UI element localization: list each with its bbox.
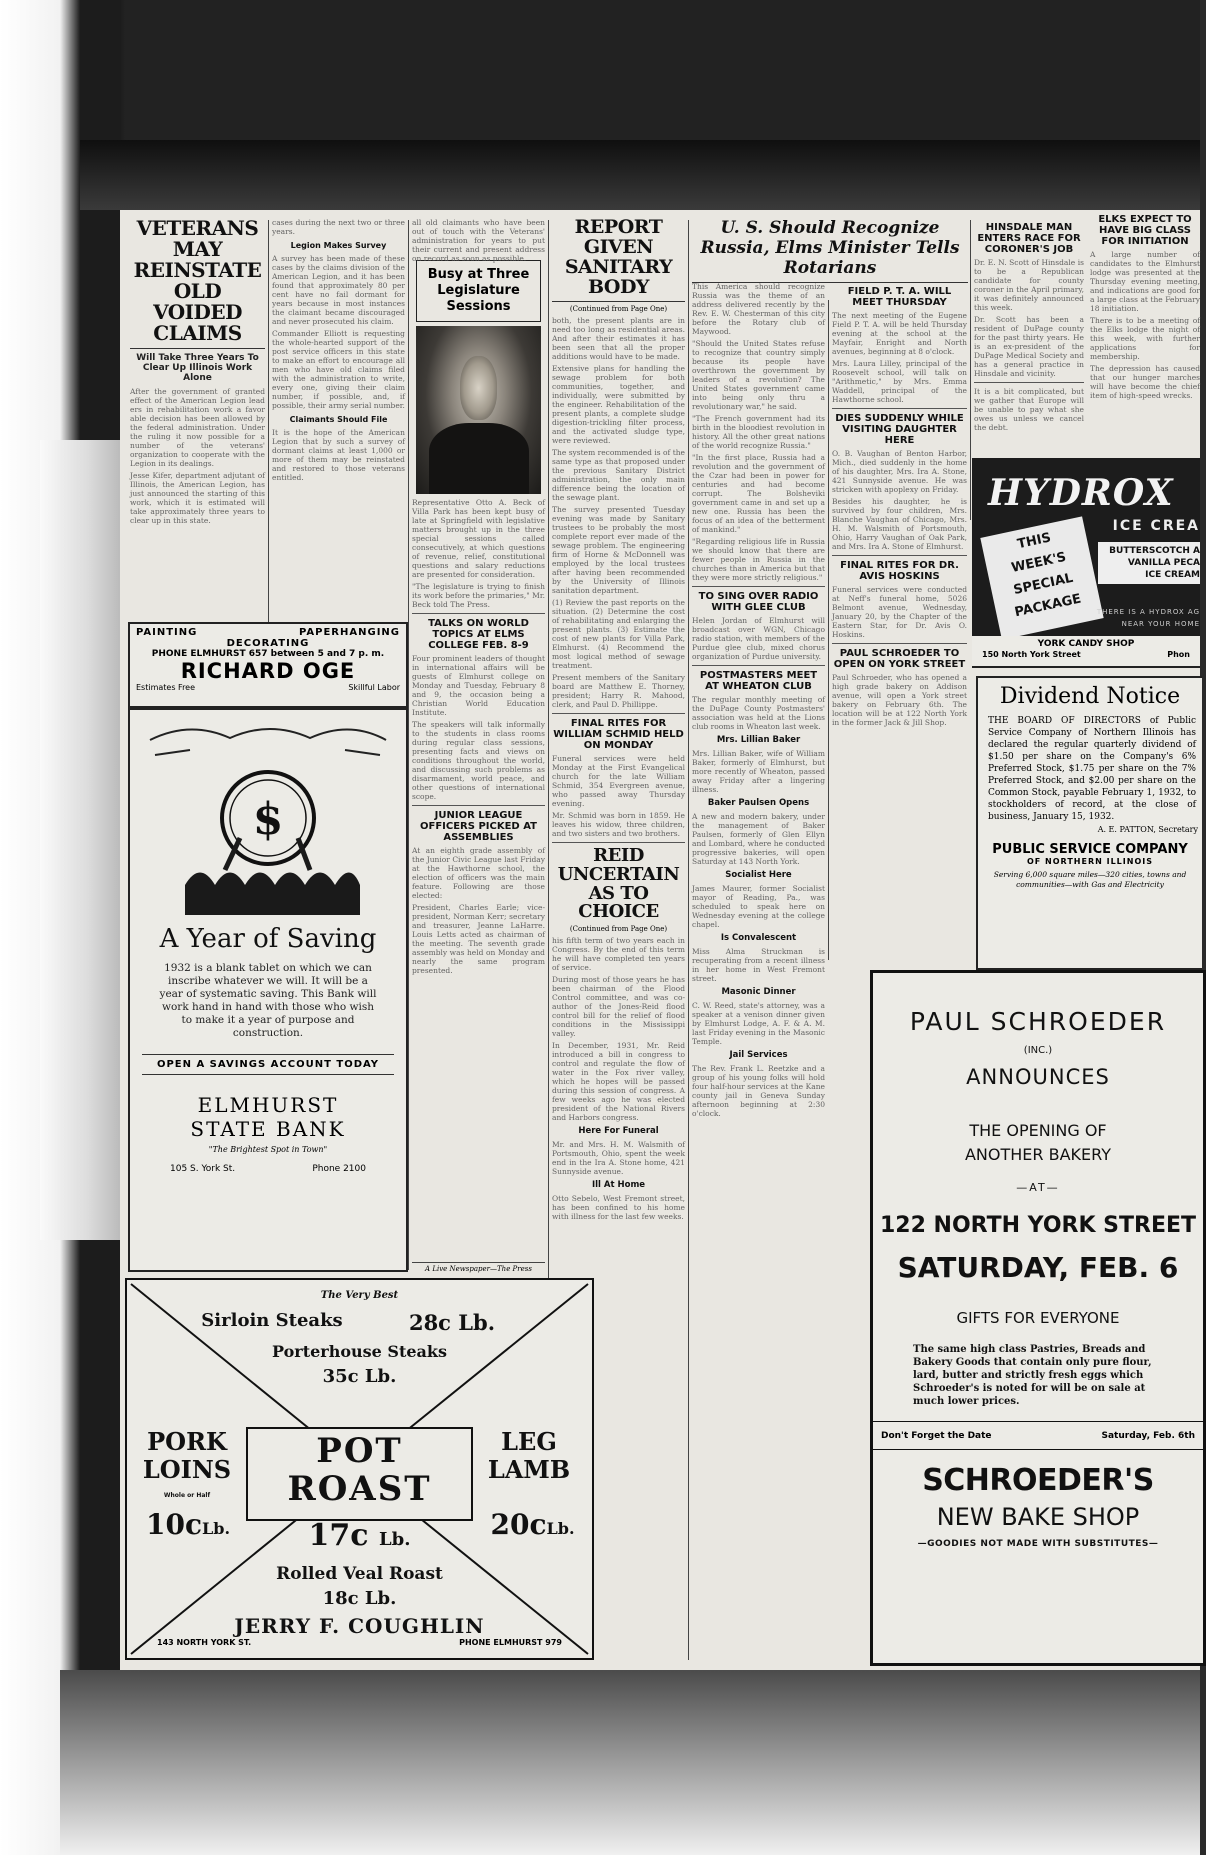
ad-service: PAPERHANGING (299, 627, 400, 638)
company-name: PUBLIC SERVICE COMPANY (992, 842, 1188, 857)
article-body: "The legislature is trying to finish its work before the primaries," Mr. Beck told The Press. (412, 582, 545, 609)
article-body: The depression has caused that our hunger marches will have become the chief item of high-speed wrecks. (1090, 364, 1200, 400)
continued-note: (Continued from Page One) (569, 304, 668, 313)
company-tagline: Serving 6,000 square miles—320 cities, towns and communities—with Gas and Electricity (993, 870, 1187, 889)
bakery-address: 122 NORTH YORK STREET (879, 1213, 1197, 1238)
portrait-photo (416, 326, 541, 494)
baker-inc: (INC.) (1023, 1045, 1053, 1056)
article-body: A large number of candidates to the Elmhurst lodge was presented at the Thursday evening meeting, and indications are good for a large class at the February 18 initiation. (1090, 250, 1200, 313)
adjacent-page-edge (40, 440, 120, 1240)
column-six (832, 282, 967, 962)
subhead: Here For Funeral (578, 1126, 659, 1137)
meat-item: Rolled Veal Roast (276, 1564, 443, 1584)
meat-item: PORK LOINS (142, 1427, 232, 1484)
subhead: Baker Paulsen Opens (707, 798, 810, 808)
article-body: Otto Sebelo, West Fremont street, has been confined to his home with illness for the last few weeks. (552, 1194, 685, 1222)
headline: TALKS ON WORLD TOPICS AT ELMS COLLEGE FEB. 8-9 (428, 618, 529, 651)
subhead: Will Take Three Years To Clear Up Illinois Work Alone (136, 353, 259, 383)
butcher-address: 143 NORTH YORK ST. (157, 1638, 252, 1647)
ad-schroeder-bakery (870, 970, 1206, 1666)
article-body: Jesse Kifer, department adjutant of Illinois, the American Legion, has just announced the starting of this work, which it is estimated will take approximately three years to clear up in this state. (130, 471, 265, 525)
article-body: After the government of granted effect of the American Legion lead ers in rehabilitation work a favor able decision has been allowed by the federal administration. Under the ruling it now possible for a number of the veterans' organization to cooperate with the Legion in its dealings. (130, 387, 265, 468)
opening-date: SATURDAY, FEB. 6 (897, 1251, 1179, 1284)
article-body: cases during the next two or three years. (272, 218, 405, 236)
headline: FINAL RITES FOR DR. AVIS HOSKINS (840, 560, 959, 582)
shop-name: SCHROEDER'S (922, 1463, 1154, 1498)
meat-item: Sirloin Steaks (201, 1310, 343, 1331)
russia-headline-block (692, 218, 968, 278)
article-body: The next meeting of the Eugene Field P. T. A. will be held Thursday evening at the school at the Mayfair, Enright and North avenues, beginning at 8 o'clock. (832, 311, 967, 356)
article-body: "Should the United States refuse to recognize that country simply because its people have overthrown the government by leaders of a revolution? The United States government came into being only thru a revolutionary war," he said. (692, 339, 825, 411)
butcher-name: JERRY F. COUGHLIN (234, 1614, 485, 1638)
ad-elmhurst-state-bank (128, 708, 408, 1272)
column-rule (828, 300, 829, 960)
article-body: Funeral services were conducted at Neff's funeral home, 5026 Belmont avenue, Wednesday, January 20, by the Chapter of the Eastern Star, for Dr. Avis O. Hoskins. (832, 585, 967, 639)
headline: REID UNCERTAIN AS TO CHOICE (557, 844, 680, 923)
article-body: Besides his daughter, he is survived by four children, Mrs. Blanche Vaughan of Chicago, Mrs. H. M. Walsmith of Portsmouth, Ohio, Harry Vaughan of Oak Park, and Mrs. Ira A. Stone of Elmhurst. (832, 497, 967, 551)
subhead: Socialist Here (725, 870, 792, 880)
article-body: his fifth term of two years each in Congress. By the end of this term he will have completed ten years of service. (552, 936, 685, 973)
subhead: Mrs. Lillian Baker (716, 735, 801, 745)
ad-note: Skillful Labor (348, 683, 400, 692)
ad-note: Estimates Free (136, 683, 196, 692)
subhead: Jail Services (729, 1050, 788, 1060)
article-body: This America should recognize Russia was the theme of an address delivered recently by the Rev. E. W. Chesterman of this city before the Rotary club of Maywood. (692, 282, 825, 336)
shop-name: NEW BAKE SHOP (936, 1503, 1140, 1531)
bank-headline: A Year of Saving (159, 924, 377, 954)
headline: U. S. Should Recognize Russia, Elms Minister Tells Rotarians (692, 218, 968, 283)
article-body: all old claimants who have been out of touch with the Veterans' administration for years to put their current and present address on record as soon as possible. (412, 218, 545, 263)
article-body: Dr. E. N. Scott of Hinsdale is to be a Republican candidate for county coroner in the April primary, it was definitely announced this week. (974, 258, 1084, 312)
ad-service: PAINTING (136, 627, 198, 638)
dividend-signer: A. E. PATTON, Secretary (1097, 825, 1198, 834)
ad-dividend-notice (976, 676, 1202, 970)
meat-item: LEG LAMB (487, 1427, 571, 1484)
article-body: "The French government had its birth in the bloodiest revolution in history. All the other great nations of the world recognize Russia." (692, 414, 825, 450)
meat-price: 10cLb. (145, 1508, 231, 1541)
column-rule (408, 220, 409, 1270)
hydrox-flavor: ICE CREAM (1145, 570, 1200, 580)
ad-phone: PHONE ELMHURST 657 between 5 and 7 p. m. (151, 649, 385, 659)
bank-name: STATE BANK (190, 1117, 346, 1141)
article-body: Paul Schroeder, who has opened a high grade bakery on Addison avenue, will open a York street bakery on February 6th. The location will be at 122 North York in the former Jack & Jill Shop. (832, 673, 967, 727)
photo-box-headline: Busy at Three Legislature Sessions (416, 260, 541, 322)
scan-bottom-shadow (60, 1670, 1200, 1855)
article-body: The regular monthly meeting of the DuPage County Postmasters' association was held at the Lions club rooms in Wheaton last week. (692, 695, 825, 731)
meat-price: 28c Lb. (408, 1310, 496, 1335)
headline: FINAL RITES FOR WILLIAM SCHMID HELD ON MONDAY (553, 717, 684, 751)
hydrox-flavor: BUTTERSCOTCH A (1109, 546, 1200, 556)
article-body: Commander Elliott is requesting the whole-hearted support of the post service officers in this state to make an effort to encourage all men who have old claims filed with the administration to write, every one, giving their claim number, if possible, and, if possible, their army serial number. (272, 329, 405, 410)
ad-name: RICHARD OGE (180, 659, 356, 683)
article-body: "Regarding religious life in Russia we should know that there are fewer people in Russia in the churches than in America but that they were more strictly religious." (692, 537, 825, 582)
hydrox-flavor: VANILLA PECA (1127, 558, 1200, 568)
article-body: O. B. Vaughan of Benton Harbor, Mich., died suddenly in the home of his daughter, Mrs. Ira A. Stone, 421 Sunnyside avenue. He was stricken with apoplexy on Friday. (832, 449, 967, 494)
headline: HINSDALE MAN ENTERS RACE FOR CORONER'S JOB (977, 222, 1081, 255)
subhead: Ill At Home (591, 1180, 646, 1191)
ad-jerry-coughlin-meats (125, 1278, 594, 1660)
baker-name: PAUL SCHROEDER (909, 1007, 1167, 1036)
article-veterans-claims (130, 218, 265, 618)
ad-hydrox (972, 458, 1200, 666)
shop-slogan: —GOODIES NOT MADE WITH SUBSTITUTES— (917, 1539, 1159, 1549)
announce-line: THE OPENING OF (969, 1121, 1107, 1140)
shop-address: 150 North York Street (982, 650, 1081, 659)
column-five (692, 282, 825, 1662)
butcher-phone: PHONE ELMHURST 979 (459, 1638, 562, 1647)
article-body: Mr. Schmid was born in 1859. He leaves his widow, three children, and two sisters and two brothers. (552, 810, 685, 838)
meat-feature: POT ROAST (287, 1431, 432, 1509)
meat-note: Whole or Half (163, 1492, 211, 1499)
column-rule (688, 220, 689, 1660)
meat-price: 35c Lb. (322, 1366, 397, 1387)
article-body: It is a bit complicated, but we gather that Europe will be unable to pay what she owes us unless we cancel the debt. (974, 387, 1084, 432)
subhead: Is Convalescent (720, 933, 797, 943)
badge-text: PACKAGE (1013, 591, 1083, 621)
hydrox-strip: NEAR YOUR HOME (1121, 620, 1200, 628)
bank-address: 105 S. York St. (170, 1164, 236, 1174)
subhead: Legion Makes Survey (290, 241, 387, 250)
svg-text:$: $ (252, 794, 284, 845)
article-body: The speakers will talk informally to the students in class rooms during regular class sessions, presenting facts and views on conditions throughout the world, and discussing such problems as disarmament, world peace, and other questions of international scope. (412, 720, 545, 801)
meat-tag: The Very Best (320, 1290, 399, 1301)
hydrox-strip: THERE IS A HYDROX AG (1096, 608, 1200, 616)
article-body: In December, 1931, Mr. Reid introduced a bill in congress to control and regulate the flow of water in the Fox river valley, which he hopes will be passed during this session of congress. A few weeks ago he was elected president of the National Rivers and Harbors congress. (552, 1041, 685, 1123)
paper-slogan: A Live Newspaper—The Press (412, 1262, 545, 1273)
meat-price: 17c Lb. (308, 1518, 411, 1553)
article-body: The system recommended is of the same type as that proposed under the previous Sanitary District administration, the only main difference being the location of the sewage plant. (552, 447, 685, 502)
dividend-body: THE BOARD OF DIRECTORS of Public Service Company of Northern Illinois has declared the regular quarterly dividend of $1.50 per share on the Company's 6% Preferred Stock, $1.75 per share on the 7% Preferred Stock, and $2.00 per share on the Common Stock, payable February 1, 1932, to stockholders of record, at the close of business, January 15, 1932. (988, 716, 1196, 822)
photo-caption: Representative Otto A. Beck of Villa Park has been kept busy of late at Springfield with legislative matters brought up in the three special sessions called consecutively, at which questions of revenue, relief, constitutional questions and salary reductions are presented for consideration. (412, 498, 545, 579)
article-body: Mrs. Lillian Baker, wife of William Baker, formerly of Elmhurst, but more recently of Wheaton, passed away Friday after a lingering illness. (692, 749, 825, 794)
article-body: The Rev. Frank L. Reetzke and a group of his young folks will hold four half-hour services at the Kane county jail in Geneva Sunday afternoon beginning at 2:30 o'clock. (692, 1064, 825, 1118)
headline: POSTMASTERS MEET AT WHEATON CLUB (699, 670, 818, 692)
company-region: OF NORTHERN ILLINOIS (1027, 857, 1153, 866)
bank-name: ELMHURST (197, 1093, 339, 1117)
meat-price: 18c Lb. (322, 1588, 397, 1609)
article-body: Mr. and Mrs. H. M. Walsmith of Portsmouth, Ohio, spent the week end in the Ira A. Stone home, 421 Sunnyside avenue. (552, 1140, 685, 1177)
badge-text: WEEK'S (1010, 549, 1068, 576)
reminder: Don't Forget the Date (881, 1431, 992, 1441)
article-body: The survey presented Tuesday evening was made by Sanitary trustees to be probably the most complete report ever made of the sewage problem. The engineering firm of Horne & McDonnell was employed by the local trustees after having been recommended by the University of Illinois sanitation department. (552, 504, 685, 595)
headline: JUNIOR LEAGUE OFFICERS PICKED AT ASSEMBLIES (420, 810, 537, 843)
badge-text: THIS (1016, 530, 1053, 553)
article-body: President, Charles Earle; vice-president, Norman Kerr; secretary and treasurer, Jeanne LaHarre. Louis Letts acted as chairman of the meeting. The seventh grade assembly was held on Monday and nearly the same program presented. (412, 903, 545, 975)
shop-name: YORK CANDY SHOP (1037, 639, 1135, 649)
article-body: Helen Jordan of Elmhurst will broadcast over WGN, Chicago radio station, with members of the Purdue glee club, mixed chorus organization of Purdue university. (692, 616, 825, 661)
article-body: Four prominent leaders of thought in international affairs will be guests of Elmhurst college on Monday and Tuesday, February 8 and 9, the occasion being a Christian World Education Institute. (412, 654, 545, 717)
announces: ANNOUNCES (966, 1065, 1110, 1089)
headline: PAUL SCHROEDER TO OPEN ON YORK STREET (833, 648, 966, 670)
bank-emblem-illustration (130, 710, 406, 930)
bank-body: 1932 is a blank tablet on which we can inscribe whatever we will. It will be a year of systematic saving. This Bank will work hand in hand with those who wish to make it a year of purpose and construction. (159, 962, 377, 1039)
column-three (412, 218, 545, 1273)
headline: FIELD P. T. A. WILL MEET THURSDAY (847, 286, 952, 308)
meat-price: 20cLb. (490, 1508, 575, 1541)
gifts-line: GIFTS FOR EVERYONE (956, 1309, 1120, 1327)
subhead: Claimants Should File (289, 415, 388, 424)
headline: DIES SUDDENLY WHILE VISITING DAUGHTER HERE (835, 413, 964, 446)
article-body: A new and modern bakery, under the management of Baker Paulsen, formerly of Glen Ellyn and Lombard, where he conducted progressive bakeries, will open Saturday at 143 North York. (692, 812, 825, 866)
badge-text: SPECIAL (1012, 570, 1075, 598)
article-body: "In the first place, Russia had a revolution and the government of the Czar had been in power for centuries and had become corrupt. The Bolsheviki government came in and set up a new one. Russia has been the focus of an idea of the betterment of mankind." (692, 453, 825, 534)
headline: REPORT GIVEN SANITARY BODY (552, 218, 685, 302)
shop-phone: Phon (1167, 650, 1190, 659)
hydrox-product: ICE CREA (1112, 518, 1200, 534)
meat-item: Porterhouse Steaks (272, 1342, 447, 1361)
headline: VETERANS MAY REINSTATE OLD VOIDED CLAIMS (130, 218, 265, 349)
article-body: (1) Review the past reports on the situation. (2) Determine the cost of rehabilitating and enlarging the present plants. (3) Estimate the cost of new plants for Villa Park, Elmhurst. (4) Recommend the most logical method of sewage treatment. (552, 597, 685, 670)
bank-phone: Phone 2100 (312, 1164, 366, 1174)
hydrox-brand: HYDROX (988, 472, 1174, 514)
dividend-title: Dividend Notice (999, 684, 1181, 709)
article-body: Present members of the Sanitary board are Matthew E. Thorney, president; Harry R. Mahood, clerk, and Paul D. Phillippe. (552, 672, 685, 709)
at-separator: —AT— (1016, 1181, 1060, 1194)
column-rule (970, 220, 971, 520)
bank-tagline: "The Brightest Spot in Town" (208, 1145, 328, 1154)
article-body: C. W. Reed, state's attorney, was a speaker at a venison dinner given by Elmhurst Lodge, A. F. & A. M. last Friday evening in the Masonic Temple. (692, 1001, 825, 1046)
article-body: Funeral services were held Monday at the First Evangelical church for the late William Schmid, 354 Evergreen avenue, who passed away Thursday evening. (552, 753, 685, 808)
article-body: During most of those years he has been chairman of the Flood Control committee, and was co-author of the Jones-Reid flood control bill for the relief of flood conditions in the Mississippi valley. (552, 975, 685, 1039)
article-body: Mrs. Laura Lilley, principal of the Roosevelt school, will talk on "Arithmetic," by Mrs. Emma Waddell, principal of the Hawthorne school. (832, 359, 967, 404)
article-body: At an eighth grade assembly of the Junior Civic League last Friday at the Hawthorne school, the election of officers was the main feature. Following are those elected: (412, 846, 545, 900)
ad-service: DECORATING (226, 638, 310, 649)
headline: ELKS EXPECT TO HAVE BIG CLASS FOR INITIATION (1098, 214, 1192, 247)
article-body: James Maurer, former Socialist mayor of Reading, Pa., was scheduled to speak here on Wednesday evening at the college chapel. (692, 884, 825, 929)
bakery-body: The same high class Pastries, Breads and Bakery Goods that contain only pure flour, lard, butter and strictly fresh eggs which Schroeder's is noted for will be on sale at much lower prices. (913, 1344, 1152, 1407)
announce-line: ANOTHER BAKERY (964, 1145, 1111, 1164)
headline: TO SING OVER RADIO WITH GLEE CLUB (698, 591, 819, 613)
article-body: There is to be a meeting of the Elks lodge the night of this week, with further applications for membership. (1090, 316, 1200, 361)
article-body: Miss Alma Struckman is recuperating from a recent illness in her home in West Fremont street. (692, 947, 825, 983)
continued-note: (Continued from Page One) (569, 925, 668, 934)
article-body: both, the present plants are in need too long as residential areas. And after their estimates it has been seen that all the proper additions would have to be made. (552, 315, 685, 361)
reminder-date: Saturday, Feb. 6th (1101, 1431, 1195, 1441)
subhead: Masonic Dinner (721, 987, 796, 997)
bank-cta: OPEN A SAVINGS ACCOUNT TODAY (142, 1054, 394, 1075)
ad-richard-oge (128, 622, 408, 708)
article-elks (1090, 210, 1200, 470)
article-body: Dr. Scott has been a resident of DuPage county for the past thirty years. He is an ex-president of the DuPage Medical Society and has a general practice in Hinsdale and vicinity. (974, 315, 1084, 378)
scan-top-shadow (80, 140, 1200, 210)
article-body: It is the hope of the American Legion that by such a survey of dormant claims at least 1,000 or more of them may be reinstated and restored to those veterans entitled. (272, 428, 405, 482)
article-veterans-continued (272, 218, 405, 618)
article-body: Extensive plans for handling the sewage problem for both communities, together, and individually, were submitted by the engineer. Rehabilitation of the present plants, a complete sludge digestion-trickling filter process, and the activated sludge type, were reviewed. (552, 363, 685, 445)
article-body: A survey has been made of these cases by the claims division of the American Legion, and it has been found that approximately 80 per cent have no fail dormant for years because in most instances the claimant became discouraged and never prosecuted his claim. (272, 254, 405, 326)
